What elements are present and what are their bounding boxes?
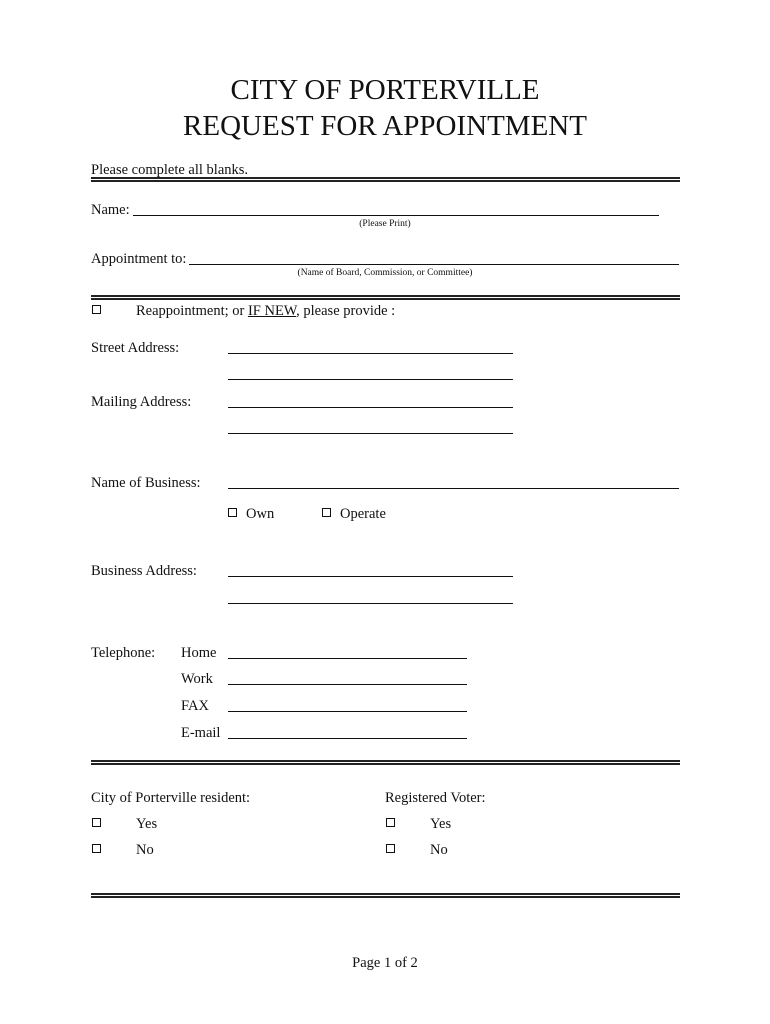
title-line-1: CITY OF PORTERVILLE: [230, 74, 540, 106]
section-divider-3: [91, 760, 680, 765]
email-label: E-mail: [181, 725, 221, 741]
name-label: Name:: [91, 202, 130, 218]
home-phone-field[interactable]: [228, 658, 467, 659]
voter-no-checkbox[interactable]: [386, 844, 395, 853]
section-divider-4: [91, 893, 680, 898]
voter-yes-checkbox[interactable]: [386, 818, 395, 827]
business-address-field-1[interactable]: [228, 576, 513, 577]
mailing-address-field-1[interactable]: [228, 407, 513, 408]
resident-no-checkbox[interactable]: [92, 844, 101, 853]
home-phone-label: Home: [181, 645, 217, 661]
work-phone-label: Work: [181, 671, 213, 687]
appointment-field[interactable]: [189, 264, 679, 265]
title-line-2: REQUEST FOR APPOINTMENT: [183, 110, 587, 142]
reappointment-text-before: Reappointment; or: [136, 303, 248, 319]
voter-no-label: No: [430, 842, 448, 858]
email-field[interactable]: [228, 738, 467, 739]
own-label: Own: [246, 506, 275, 522]
business-address-field-2[interactable]: [228, 603, 513, 604]
mailing-address-label: Mailing Address:: [91, 394, 192, 410]
name-field[interactable]: [133, 215, 659, 216]
voter-label: Registered Voter:: [385, 790, 486, 806]
section-divider-1: [91, 177, 680, 182]
telephone-label: Telephone:: [91, 645, 156, 661]
resident-no-label: No: [136, 842, 154, 858]
operate-checkbox[interactable]: [322, 508, 331, 517]
street-address-field-1[interactable]: [228, 353, 513, 354]
reappointment-checkbox[interactable]: [92, 305, 101, 314]
reappointment-text-after: , please provide :: [296, 303, 396, 319]
appointment-label: Appointment to:: [91, 251, 187, 267]
reappointment-if-new: IF NEW: [247, 303, 297, 319]
work-phone-field[interactable]: [228, 684, 467, 685]
instructions-text: Please complete all blanks.: [91, 162, 249, 178]
street-address-field-2[interactable]: [228, 379, 513, 380]
reappointment-text: [136, 302, 395, 320]
fax-label: FAX: [181, 698, 209, 714]
fax-field[interactable]: [228, 711, 467, 712]
business-address-label: Business Address:: [91, 563, 197, 579]
appointment-hint: (Name of Board, Commission, or Committee): [297, 268, 473, 278]
resident-yes-checkbox[interactable]: [92, 818, 101, 827]
name-hint: (Please Print): [359, 219, 411, 229]
mailing-address-field-2[interactable]: [228, 433, 513, 434]
business-name-field[interactable]: [228, 488, 679, 489]
street-address-label: Street Address:: [91, 340, 180, 356]
resident-label: City of Porterville resident:: [91, 790, 251, 806]
resident-yes-label: Yes: [136, 816, 158, 832]
business-name-label: Name of Business:: [91, 475, 201, 491]
own-checkbox[interactable]: [228, 508, 237, 517]
section-divider-2: [91, 295, 680, 300]
operate-label: Operate: [340, 506, 386, 522]
page-number: Page 1 of 2: [352, 955, 418, 971]
voter-yes-label: Yes: [430, 816, 452, 832]
